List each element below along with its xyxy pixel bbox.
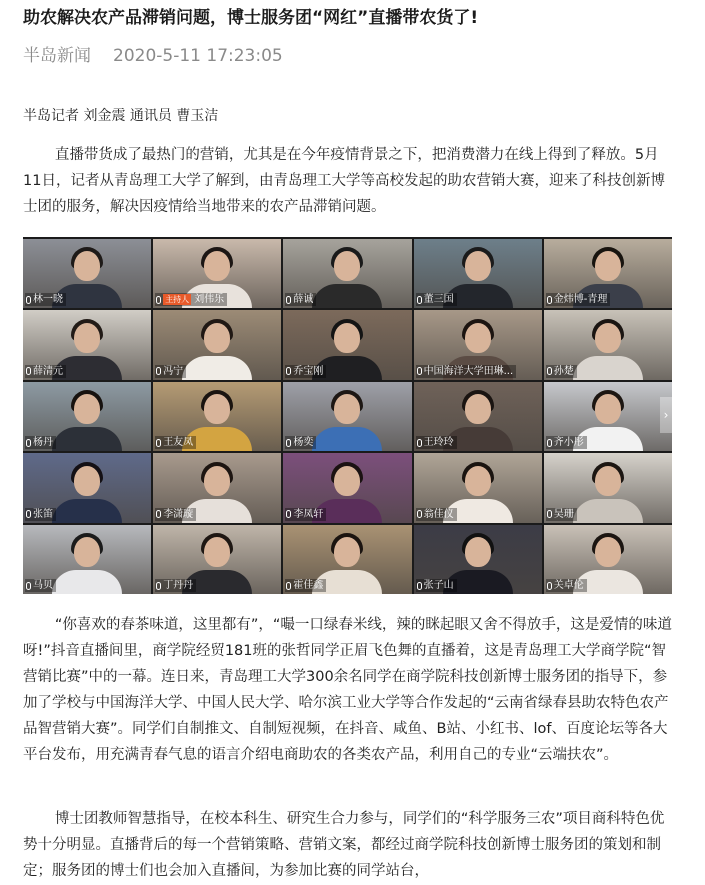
participant-name: 王玲玲 — [423, 437, 454, 449]
participant-tile — [153, 310, 281, 379]
participant-name: 冯宁 — [163, 365, 184, 377]
participant-name: 张笛 — [33, 508, 53, 520]
participant-tile — [153, 525, 281, 594]
participant-name: 杨奕 — [293, 437, 314, 449]
participant-name: 金炜博-青理 — [553, 294, 608, 306]
microphone-icon — [26, 367, 31, 375]
participant-face — [465, 394, 491, 424]
participant-face — [595, 251, 621, 281]
participant-body — [312, 427, 382, 451]
participant-face — [204, 251, 230, 281]
microphone-icon — [286, 296, 291, 304]
participant-label — [285, 579, 326, 592]
participant-label — [285, 293, 316, 306]
participant-tile — [283, 382, 411, 451]
article-meta — [23, 44, 283, 68]
participant-label — [546, 436, 587, 449]
microphone-icon — [547, 367, 552, 375]
microphone-icon — [286, 367, 291, 375]
participant-label — [155, 436, 196, 449]
participant-face — [334, 323, 360, 353]
participant-face — [595, 537, 621, 567]
participant-label — [155, 579, 196, 592]
article-byline: 半岛记者 刘金震 通讯员 曹玉洁 — [23, 108, 219, 124]
article-datetime: 2020-5-11 17:23:05 — [113, 46, 283, 66]
participant-body — [573, 499, 643, 523]
participant-name: 李凤轩 — [293, 508, 324, 520]
microphone-icon — [286, 582, 291, 590]
participant-face — [74, 323, 100, 353]
participant-name: 吴珊 — [553, 508, 574, 520]
participant-name: 霍佳鑫 — [293, 580, 324, 591]
participant-name: 关卓伦 — [553, 580, 584, 591]
participant-tile — [283, 310, 411, 379]
microphone-icon — [26, 439, 31, 447]
participant-face — [74, 251, 100, 281]
participant-name: 中国海洋大学田琳... — [423, 365, 514, 377]
microphone-icon — [417, 510, 422, 518]
participant-label — [416, 579, 457, 592]
participant-tile — [414, 239, 542, 308]
participant-name: 薛清元 — [33, 365, 63, 377]
microphone-icon — [156, 582, 161, 590]
participant-tile — [23, 382, 151, 451]
article-paragraph-2: “你喜欢的春茶味道，这里都有”，“嘬一口绿春米线，辣的眯起眼又舍不得放手，这是爱情的味道呀!”抖音直播间里，商学院经贸181班的张哲同学正眉飞色舞的直播着，这是青岛理工大学商学院“智营销比赛”中的一幕。连日来，青岛理工大学300余名同学在商学院科技创新博士服务团的指导下，参加了学校与中国海洋大学、中国人民大学、哈尔滨工业大学等合作发起的“云南省绿春县助农特色农产品智营销大赛”。同学们自制推文、自制短视频，在抖音、咸鱼、B站、小红书、lof、百度论坛等各大平台发布，用充满青春气息的语言介绍电商助农的各类农产品，利用自己的专业“云端扶农”。 — [23, 617, 672, 763]
microphone-icon — [286, 510, 291, 518]
microphone-icon — [547, 296, 552, 304]
participant-tile — [153, 382, 281, 451]
participant-name: 薛诚 — [293, 294, 314, 306]
participant-label — [416, 508, 457, 521]
microphone-icon — [547, 439, 552, 447]
microphone-icon — [26, 510, 31, 518]
participant-face — [204, 323, 230, 353]
participant-face — [74, 537, 100, 567]
participant-name: 翁佳仪 — [423, 508, 454, 520]
participant-face — [334, 251, 360, 281]
participant-name: 丁丹丹 — [163, 580, 194, 591]
participant-tile — [544, 525, 672, 594]
participant-face — [204, 394, 230, 424]
participant-tile — [283, 453, 411, 522]
participant-tile — [544, 310, 672, 379]
article-paragraph-3: 博士团教师智慧指导，在校本科生、研究生合力参与，同学们的“科学服务三农”项目商科特色优势十分明显。直播背后的每一个营销策略、营销文案，都经过商学院科技创新博士服务团的策划和制定；服务团的博士们也会加入直播间，为参加比赛的同学站台， — [23, 811, 665, 879]
participant-name: 乔宝刚 — [293, 365, 324, 377]
article-paragraph-1: 直播带货成了最热门的营销，尤其是在今年疫情背景之下，把消费潜力在线上得到了释放。5月11日，记者从青岛理工大学了解到，由青岛理工大学等高校发起的助农营销大赛，迎来了科技创新博士团的服务，解决因疫情给当地带来的农产品滞销问题。 — [23, 147, 665, 215]
participant-label — [25, 293, 66, 306]
participant-label — [546, 293, 611, 306]
participant-body — [52, 499, 122, 523]
participant-label — [25, 579, 56, 592]
video-conference-screenshot — [23, 237, 672, 594]
participant-body — [52, 427, 122, 451]
participant-name: 杨丹 — [33, 437, 53, 449]
participant-face — [334, 537, 360, 567]
participant-label — [285, 436, 316, 449]
microphone-icon — [156, 296, 161, 304]
participant-label — [155, 365, 186, 378]
participant-name: 王友凤 — [163, 437, 194, 449]
participant-label — [546, 365, 577, 378]
participant-tile — [414, 310, 542, 379]
participant-label — [416, 436, 457, 449]
participant-tile — [23, 310, 151, 379]
participant-name: 刘伟乐 — [194, 294, 225, 306]
microphone-icon — [417, 367, 422, 375]
participant-face — [204, 537, 230, 567]
participant-label — [25, 508, 56, 521]
participant-body — [312, 284, 382, 308]
participant-body — [182, 356, 252, 380]
participant-name: 张子山 — [423, 580, 454, 591]
participant-label — [416, 293, 457, 306]
microphone-icon — [417, 582, 422, 590]
participant-label — [546, 508, 577, 521]
participant-label — [546, 579, 587, 592]
participant-label — [155, 293, 227, 306]
participant-tile — [544, 453, 672, 522]
participant-label — [155, 508, 196, 521]
participant-label — [25, 365, 66, 378]
participant-tile — [283, 239, 411, 308]
participant-face — [74, 394, 100, 424]
participant-tile — [23, 525, 151, 594]
participant-name: 马贝 — [33, 580, 53, 591]
participant-tile — [414, 453, 542, 522]
participant-face — [595, 394, 621, 424]
participant-name: 董三国 — [423, 294, 454, 306]
participant-label — [25, 436, 56, 449]
participant-tile — [153, 239, 281, 308]
participant-face — [465, 466, 491, 496]
participant-face — [465, 323, 491, 353]
participant-name: 李潇璇 — [163, 508, 194, 520]
microphone-icon — [417, 296, 422, 304]
participant-name: 林一晓 — [33, 294, 63, 306]
microphone-icon — [286, 439, 291, 447]
participant-name: 齐小彤 — [553, 437, 584, 449]
participant-tile — [23, 239, 151, 308]
participant-face — [465, 251, 491, 281]
participant-face — [74, 466, 100, 496]
participant-face — [334, 394, 360, 424]
article-source[interactable]: 半岛新闻 — [23, 46, 91, 66]
microphone-icon — [26, 296, 31, 304]
participant-tile — [544, 382, 672, 451]
participant-tile — [414, 525, 542, 594]
participant-body — [573, 356, 643, 380]
participant-face — [595, 323, 621, 353]
host-badge: 主持人 — [165, 295, 190, 305]
participant-tile — [283, 525, 411, 594]
microphone-icon — [547, 510, 552, 518]
next-page-arrow-icon: › — [660, 397, 672, 433]
participant-face — [334, 466, 360, 496]
participant-body — [52, 570, 122, 594]
participant-tile — [153, 453, 281, 522]
microphone-icon — [547, 582, 552, 590]
microphone-icon — [156, 439, 161, 447]
participant-tile — [544, 239, 672, 308]
microphone-icon — [417, 439, 422, 447]
microphone-icon — [26, 582, 31, 590]
participant-label — [416, 365, 517, 378]
participant-name: 孙楚 — [553, 365, 574, 377]
participant-tile — [414, 382, 542, 451]
article-headline: 助农解决农产品滞销问题，博士服务团“网红”直播带农货了! — [23, 8, 479, 28]
participant-label — [285, 365, 326, 378]
participant-face — [204, 466, 230, 496]
participant-label — [285, 508, 326, 521]
participant-face — [595, 466, 621, 496]
microphone-icon — [156, 367, 161, 375]
microphone-icon — [156, 510, 161, 518]
participant-tile — [23, 453, 151, 522]
participant-face — [465, 537, 491, 567]
